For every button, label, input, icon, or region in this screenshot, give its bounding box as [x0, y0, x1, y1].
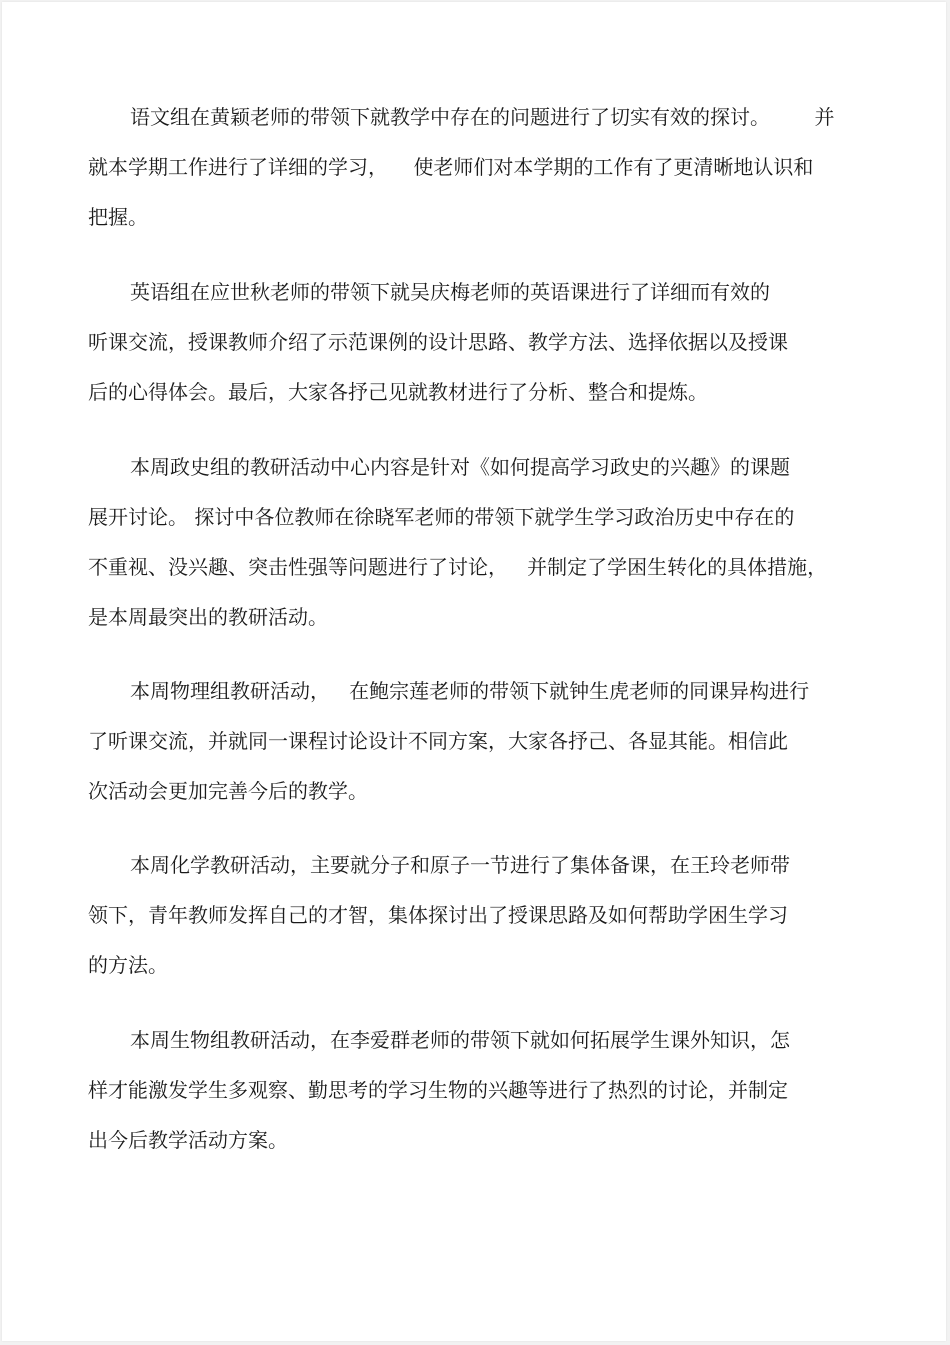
paragraph-line: 样才能激发学生多观察、勤思考的学习生物的兴趣等进行了热烈的讨论，并制定	[88, 1078, 788, 1102]
paragraph-line: 的方法。	[88, 953, 168, 977]
paragraph-line: 展开讨论。 探讨中各位教师在徐晓军老师的带领下就学生学习政治历史中存在的	[88, 505, 795, 529]
paragraph-line: 本周生物组教研活动，在李爱群老师的带领下就如何拓展学生课外知识，怎	[130, 1028, 790, 1052]
paragraph-chemistry-group	[88, 840, 868, 990]
paragraph-english-group	[88, 267, 868, 417]
paragraph-line: 是本周最突出的教研活动。	[88, 605, 328, 629]
paragraph-physics-group	[88, 666, 868, 816]
paragraph-line: 本周政史组的教研活动中心内容是针对《如何提高学习政史的兴趣》的课题	[130, 455, 790, 479]
paragraph-line: 了听课交流，并就同一课程讨论设计不同方案，大家各抒己、各显其能。相信此	[88, 729, 788, 753]
paragraph-line: 后的心得体会。最后，大家各抒己见就教材进行了分析、整合和提炼。	[88, 380, 708, 404]
paragraph-chinese-group	[88, 92, 868, 242]
paragraph-biology-group	[88, 1015, 868, 1165]
paragraph-line: 本周化学教研活动，主要就分子和原子一节进行了集体备课，在王玲老师带	[130, 853, 790, 877]
paragraph-line: 听课交流，授课教师介绍了示范课例的设计思路、教学方法、选择依据以及授课	[88, 330, 788, 354]
paragraph-line: 本周物理组教研活动， 在鲍宗莲老师的带领下就钟生虎老师的同课异构进行	[130, 679, 810, 703]
paragraph-line: 英语组在应世秋老师的带领下就吴庆梅老师的英语课进行了详细而有效的	[130, 280, 770, 304]
paragraph-line: 语文组在黄颖老师的带领下就教学中存在的问题进行了切实有效的探讨。 并	[130, 105, 835, 129]
paragraph-line: 领下，青年教师发挥自己的才智，集体探讨出了授课思路及如何帮助学困生学习	[88, 903, 788, 927]
paragraph-line: 出今后教学活动方案。	[88, 1128, 288, 1152]
paragraph-politics-history-group	[88, 442, 868, 642]
paragraph-line: 不重视、没兴趣、突击性强等问题进行了讨论， 并制定了学困生转化的具体措施，	[88, 555, 828, 579]
paragraph-line: 就本学期工作进行了详细的学习， 使老师们对本学期的工作有了更清晰地认识和	[88, 155, 814, 179]
document-page	[2, 2, 946, 1341]
paragraph-line: 次活动会更加完善今后的教学。	[88, 779, 368, 803]
paragraph-line: 把握。	[88, 205, 148, 229]
